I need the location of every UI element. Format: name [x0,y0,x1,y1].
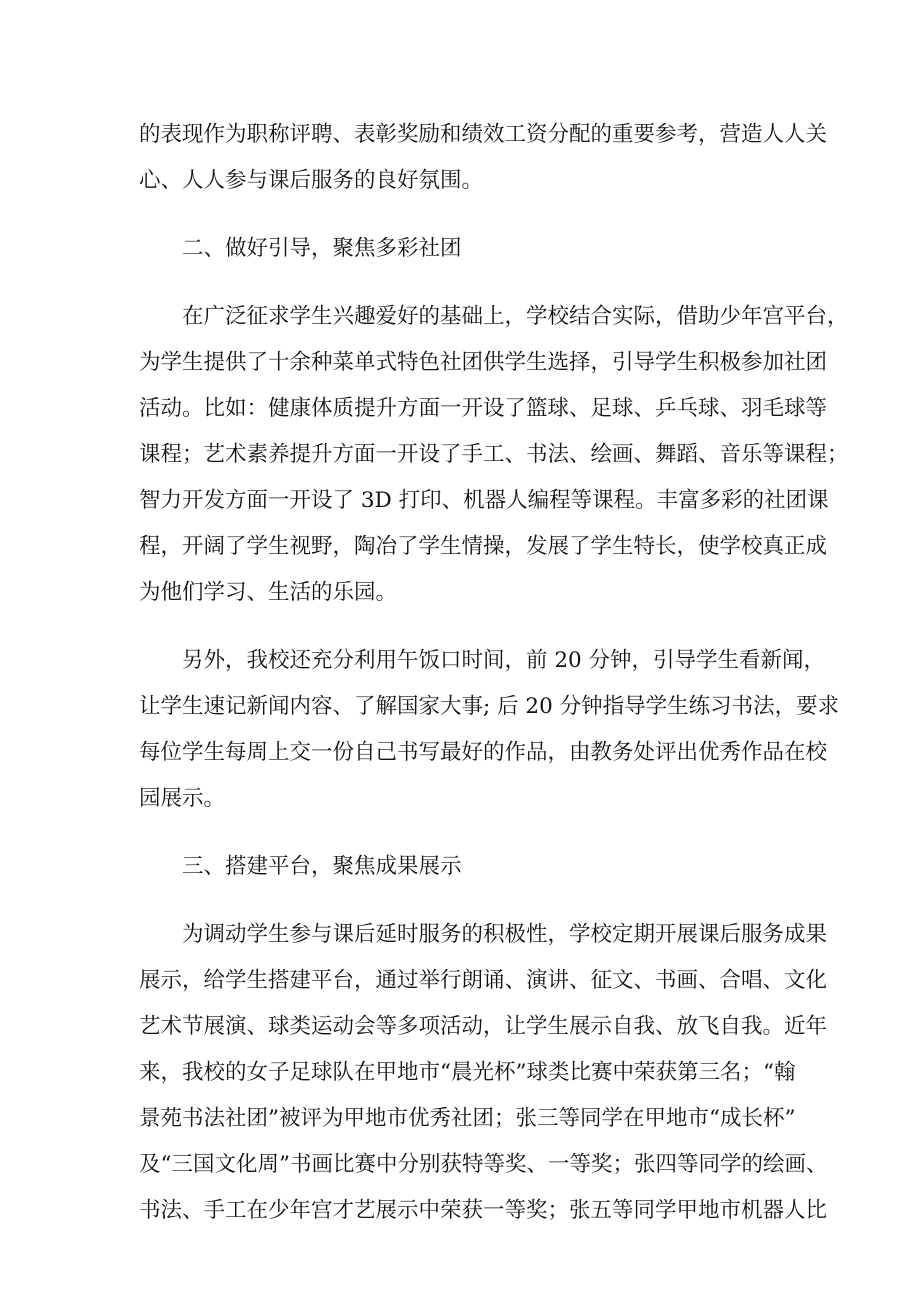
paragraph-line: 来，我校的女子足球队在甲地市“晨光杯”球类比赛中荣获第三名；“翰 [139,1060,796,1085]
paragraph-line: 智力开发方面一开设了 3D 打印、机器人编程等课程。丰富多彩的社团课 [139,488,829,513]
paragraph-line: 展示，给学生搭建平台，通过举行朗诵、演讲、征文、书画、合唱、文化 [139,968,828,993]
paragraph-line: 艺术节展演、球类运动会等多项活动，让学生展示自我、放飞自我。近年 [139,1014,828,1039]
paragraph-line: 的表现作为职称评聘、表彰奖励和绩效工资分配的重要参考，营造人人关 [139,122,828,147]
paragraph-line: 园展示。 [139,786,226,811]
paragraph-line: 为学生提供了十余种菜单式特色社团供学生选择，引导学生积极参加社团 [139,350,828,375]
paragraph [139,294,849,616]
paragraph-line: 让学生速记新闻内容、了解国家大事; 后 20 分钟指导学生练习书法，要求 [139,694,840,719]
paragraph-line: 景苑书法社团”被评为甲地市优秀社团；张三等同学在甲地市“成长杯” [139,1106,796,1131]
paragraph-line: 为调动学生参与课后延时服务的积极性，学校定期开展课后服务成果 [182,922,828,947]
heading-text: 三、搭建平台，聚焦成果展示 [182,854,462,879]
paragraph [139,112,828,204]
paragraph [139,638,840,822]
paragraph-line: 活动。比如：健康体质提升方面一开设了篮球、足球、乒乓球、羽毛球等 [139,396,828,421]
paragraph-line: 及“三国文化周”书画比赛中分别获特等奖、一等奖；张四等同学的绘画、 [139,1152,828,1177]
section-heading [139,844,799,890]
paragraph-line: 每位学生每周上交一份自己书写最好的作品，由教务处评出优秀作品在校 [139,740,828,765]
heading-text: 二、做好引导，聚焦多彩社团 [182,236,462,261]
document-body [139,112,849,1234]
paragraph-line: 为他们学习、生活的乐园。 [139,580,398,605]
paragraph [139,912,828,1234]
paragraph-line: 在广泛征求学生兴趣爱好的基础上，学校结合实际，借助少年宫平台， [182,304,849,329]
paragraph-line: 书法、手工在少年宫才艺展示中荣获一等奖；张五等同学甲地市机器人比 [139,1198,828,1223]
paragraph-line: 程，开阔了学生视野，陶冶了学生情操，发展了学生特长，使学校真正成 [139,534,828,559]
paragraph-line: 心、人人参与课后服务的良好氛围。 [139,168,484,193]
paragraph-line: 课程；艺术素养提升方面一开设了手工、书法、绘画、舞蹈、音乐等课程； [139,442,849,467]
paragraph-line: 另外，我校还充分利用午饭口时间，前 20 分钟，引导学生看新闻， [182,648,826,673]
section-heading [139,226,799,272]
